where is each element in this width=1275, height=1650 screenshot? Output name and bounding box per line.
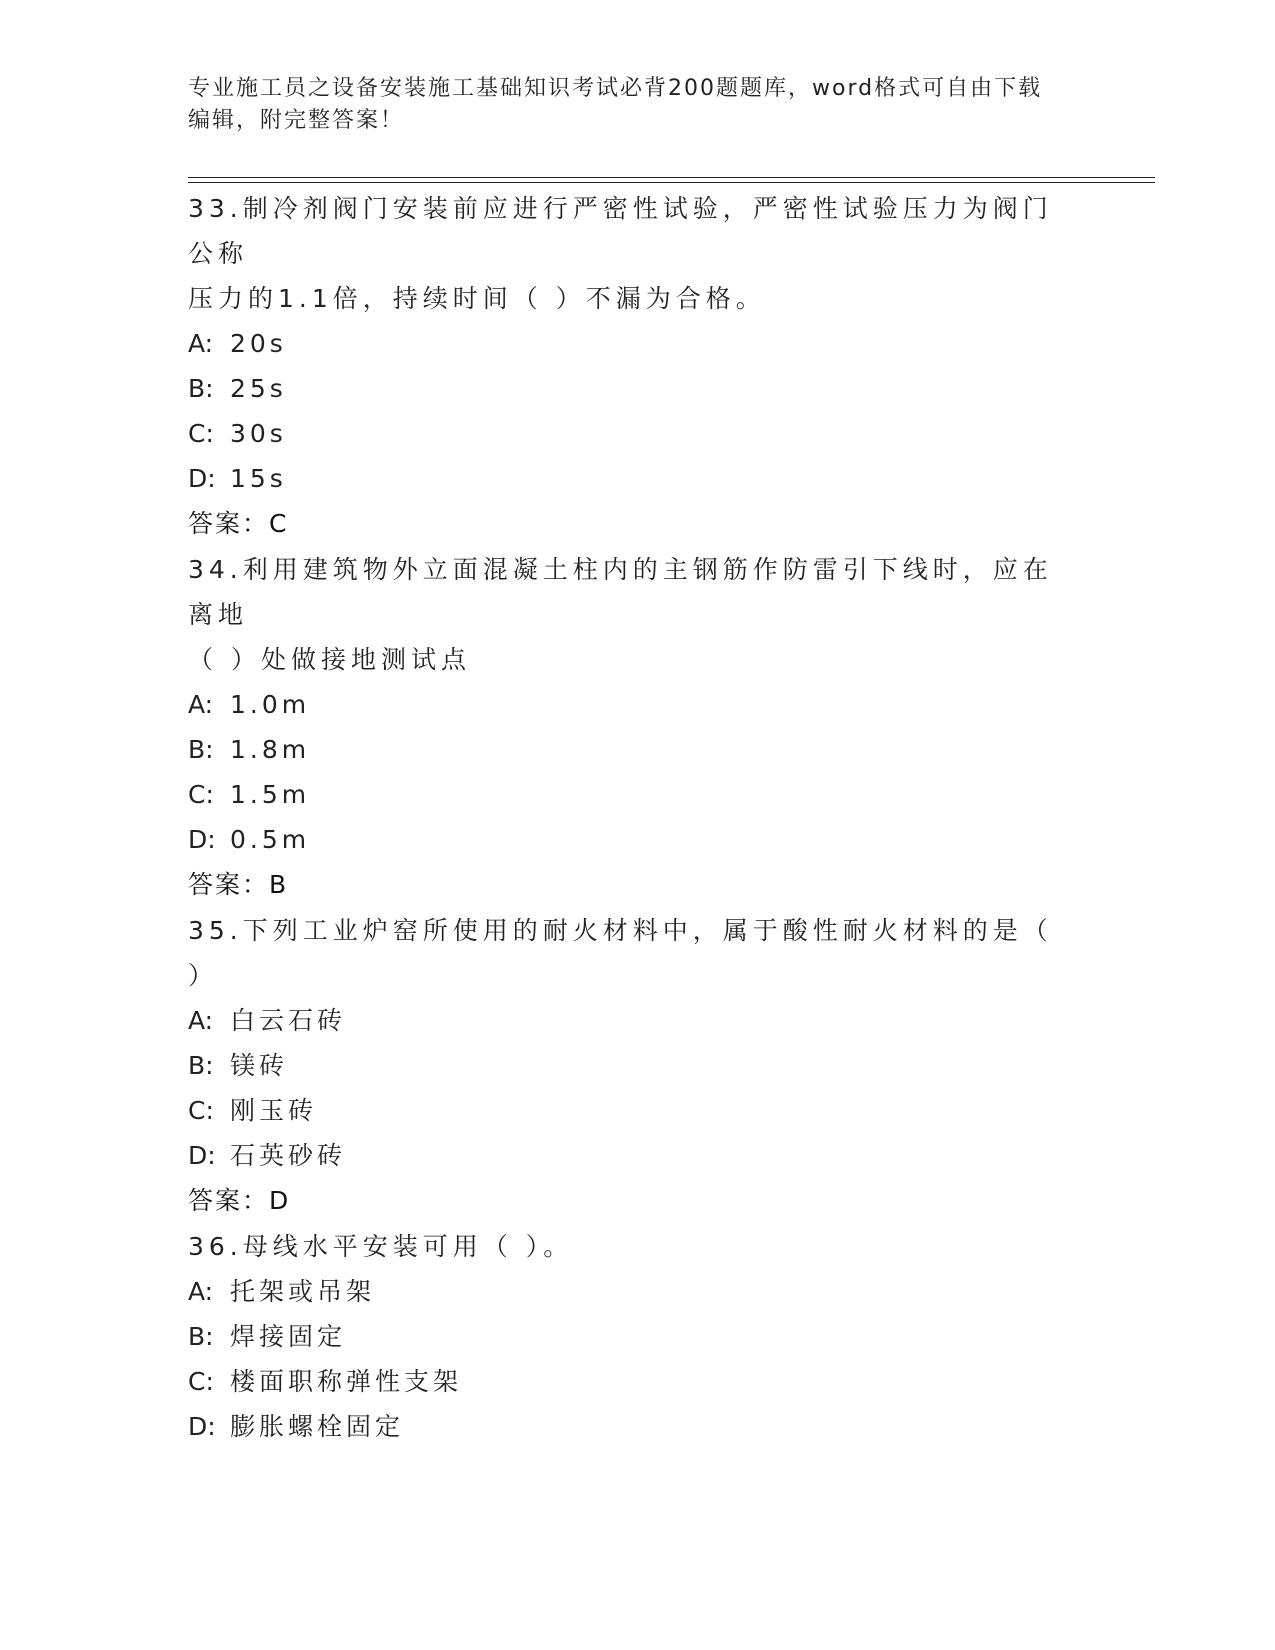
header-line-2: 编辑，附完整答案！ <box>188 108 405 133</box>
option-d <box>188 1133 1188 1178</box>
option-letter: B: <box>188 1051 214 1080</box>
option-b <box>188 727 1188 772</box>
option-letter: D: <box>188 1412 216 1441</box>
question-34 <box>188 547 1188 907</box>
question-stem-line-1: 35.下列工业炉窑所使用的耐火材料中，属于酸性耐火材料的是（ ） <box>188 916 1053 990</box>
document-header <box>188 73 1088 137</box>
question-stem-line-1: 33.制冷剂阀门安装前应进行严密性试验，严密性试验压力为阀门公称 <box>188 194 1053 268</box>
answer-label: 答案：B <box>188 870 289 899</box>
option-c <box>188 1359 1188 1404</box>
option-text: 石英砂砖 <box>230 1141 347 1170</box>
option-b <box>188 1314 1188 1359</box>
question-35 <box>188 908 1188 1223</box>
header-divider-bottom <box>188 182 1155 183</box>
option-letter: C: <box>188 1367 214 1396</box>
option-letter: C: <box>188 780 214 809</box>
option-letter: A: <box>188 329 214 358</box>
option-text: 楼面职称弹性支架 <box>230 1367 463 1396</box>
option-text: 20s <box>230 329 287 358</box>
option-text: 白云石砖 <box>230 1006 347 1035</box>
option-letter: B: <box>188 735 214 764</box>
option-c <box>188 411 1188 456</box>
option-text: 刚玉砖 <box>230 1096 318 1125</box>
option-letter: C: <box>188 1096 214 1125</box>
question-36 <box>188 1224 1188 1449</box>
option-letter: D: <box>188 464 216 493</box>
question-stem-line-1: 34.利用建筑物外立面混凝土柱内的主钢筋作防雷引下线时，应在离地 <box>188 555 1053 629</box>
option-d <box>188 456 1188 501</box>
option-c <box>188 1088 1188 1133</box>
option-letter: B: <box>188 374 214 403</box>
option-letter: A: <box>188 690 214 719</box>
option-text: 1.8m <box>230 735 311 764</box>
question-33 <box>188 186 1188 546</box>
question-stem-line-2: （ ）处做接地测试点 <box>188 645 471 674</box>
option-text: 1.5m <box>230 780 311 809</box>
option-d <box>188 1404 1188 1449</box>
option-text: 焊接固定 <box>230 1322 347 1351</box>
question-stem-line-1: 36.母线水平安装可用（ ）。 <box>188 1232 574 1261</box>
option-letter: B: <box>188 1322 214 1351</box>
option-b <box>188 1043 1188 1088</box>
option-text: 1.0m <box>230 690 311 719</box>
option-letter: A: <box>188 1277 214 1306</box>
option-text: 膨胀螺栓固定 <box>230 1412 405 1441</box>
option-text: 15s <box>230 464 287 493</box>
option-a <box>188 682 1188 727</box>
option-c <box>188 772 1188 817</box>
option-text: 托架或吊架 <box>230 1277 376 1306</box>
option-text: 30s <box>230 419 287 448</box>
answer-label: 答案：C <box>188 509 289 538</box>
question-stem-line-2: 压力的1.1倍，持续时间（ ）不漏为合格。 <box>188 284 766 313</box>
header-divider-top <box>188 177 1155 178</box>
option-letter: C: <box>188 419 214 448</box>
option-a <box>188 998 1188 1043</box>
option-letter: A: <box>188 1006 214 1035</box>
option-text: 25s <box>230 374 287 403</box>
option-d <box>188 817 1188 862</box>
option-text: 镁砖 <box>230 1051 289 1080</box>
header-line-1: 专业施工员之设备安装施工基础知识考试必背200题题库，word格式可自由下载 <box>188 76 1043 101</box>
option-b <box>188 366 1188 411</box>
option-text: 0.5m <box>230 825 311 854</box>
option-a <box>188 321 1188 366</box>
option-a <box>188 1269 1188 1314</box>
option-letter: D: <box>188 825 216 854</box>
answer-label: 答案：D <box>188 1186 291 1215</box>
option-letter: D: <box>188 1141 216 1170</box>
